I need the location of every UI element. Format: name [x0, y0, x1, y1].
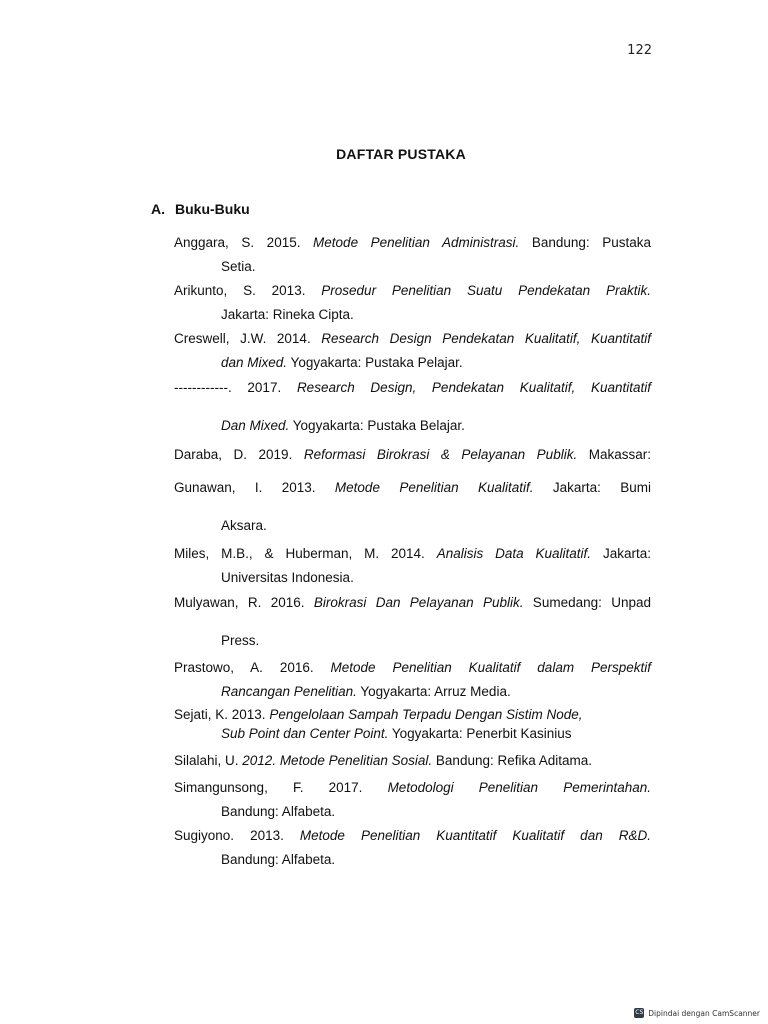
reference-entry: [174, 824, 651, 872]
reference-text: Yogyakarta: Penerbit Kasinius: [388, 726, 572, 741]
reference-entry: [174, 776, 651, 824]
section-label: Buku-Buku: [175, 201, 250, 217]
reference-title-text: Birokrasi Dan Pelayanan Publik.: [313, 595, 524, 610]
reference-line: [174, 514, 651, 538]
page-number: 122: [627, 43, 652, 58]
reference-title-text: Sub Point dan Center Point.: [221, 726, 389, 741]
reference-line: [174, 800, 651, 824]
reference-line: [174, 414, 651, 438]
reference-line: [174, 824, 651, 848]
reference-title-text: Metode Penelitian Administrasi.: [313, 235, 520, 250]
reference-line: [174, 542, 651, 566]
reference-title-text: Reformasi Birokrasi & Pelayanan Publik.: [303, 447, 578, 462]
reference-entry: [174, 656, 651, 704]
reference-line: [174, 255, 651, 279]
reference-title-text: 2012. Metode Penelitian Sosial.: [242, 753, 433, 768]
reference-line: [174, 327, 651, 351]
reference-entry: [174, 279, 651, 327]
reference-title-text: Metode Penelitian Kualitatif.: [334, 480, 534, 495]
reference-title-text: Research Design, Pendekatan Kualitatif, Kuantitatif: [296, 380, 652, 395]
reference-text: Miles, M.B., & Huberman, M. 2014.: [174, 546, 437, 561]
reference-line: [174, 279, 651, 303]
reference-line: [174, 776, 651, 800]
reference-title-text: dan Mixed.: [221, 355, 288, 370]
reference-text: Silalahi, U.: [174, 753, 243, 768]
reference-line: [174, 724, 651, 743]
reference-title-text: Metode Penelitian Kuantitatif Kualitatif dan R&D.: [299, 828, 651, 843]
reference-text: Jakarta: Bumi: [533, 480, 652, 495]
reference-text: Jakarta:: [591, 546, 651, 561]
reference-text: Daraba, D. 2019.: [174, 447, 304, 462]
scanner-watermark: [634, 1008, 760, 1018]
reference-line: [174, 351, 651, 375]
reference-text: Makassar:: [577, 447, 651, 462]
reference-title-text: Pengelolaan Sampah Terpadu Dengan Sistim Node,: [269, 707, 583, 722]
reference-text: Jakarta: Rineka Cipta.: [221, 307, 354, 322]
reference-text: Bandung: Alfabeta.: [221, 852, 336, 867]
reference-text: Sejati, K. 2013.: [174, 707, 270, 722]
reference-line: [174, 591, 651, 615]
scanner-text: Dipindai dengan CamScanner: [648, 1008, 760, 1018]
reference-text: Anggara, S. 2015.: [174, 235, 314, 250]
reference-entry: [174, 231, 651, 279]
reference-text: Press.: [221, 633, 260, 648]
reference-text: Gunawan, I. 2013.: [174, 480, 335, 495]
reference-text: Simangunsong, F. 2017.: [174, 780, 388, 795]
reference-text: Setia.: [221, 259, 256, 274]
reference-text: Arikunto, S. 2013.: [174, 283, 322, 298]
reference-line: [174, 848, 651, 872]
reference-line: [174, 656, 651, 680]
camscanner-icon: CS: [635, 1009, 644, 1016]
reference-text: Universitas Indonesia.: [221, 570, 354, 585]
reference-line: [174, 476, 651, 500]
reference-entry: [174, 376, 651, 438]
reference-text: Sugiyono. 2013.: [174, 828, 300, 843]
page-title: DAFTAR PUSTAKA: [336, 146, 466, 162]
reference-entry: [174, 327, 651, 375]
reference-line: [174, 443, 651, 467]
reference-line: [174, 376, 651, 400]
section-heading: [151, 201, 250, 217]
reference-entry: [174, 591, 651, 653]
reference-text: Creswell, J.W. 2014.: [174, 331, 322, 346]
reference-title-text: Metodologi Penelitian Pemerintahan.: [387, 780, 652, 795]
reference-line: [174, 749, 651, 773]
reference-text: ------------. 2017.: [174, 380, 297, 395]
reference-text: Bandung: Refika Aditama.: [432, 753, 593, 768]
reference-title-text: Rancangan Penelitian.: [221, 684, 357, 699]
reference-text: Bandung: Alfabeta.: [221, 804, 336, 819]
reference-text: Yogyakarta: Arruz Media.: [356, 684, 511, 699]
reference-entry: [174, 749, 651, 773]
reference-title-text: Dan Mixed.: [221, 418, 290, 433]
reference-entry: [174, 476, 651, 538]
reference-line: [174, 303, 651, 327]
reference-text: Bandung: Pustaka: [519, 235, 651, 250]
reference-text: Sumedang: Unpad: [523, 595, 651, 610]
reference-line: [174, 705, 651, 724]
reference-text: Aksara.: [221, 518, 267, 533]
reference-line: [174, 566, 651, 590]
reference-line: [174, 231, 651, 255]
reference-title-text: Analisis Data Kualitatif.: [436, 546, 592, 561]
reference-text: Mulyawan, R. 2016.: [174, 595, 314, 610]
reference-line: [174, 680, 651, 704]
reference-entry: [174, 443, 651, 467]
section-letter: A.: [151, 201, 165, 217]
reference-entry: [174, 705, 651, 743]
reference-entry: [174, 542, 651, 590]
reference-text: Prastowo, A. 2016.: [174, 660, 331, 675]
reference-line: [174, 629, 651, 653]
reference-text: Yogyakarta: Pustaka Belajar.: [289, 418, 465, 433]
reference-title-text: Prosedur Penelitian Suatu Pendekatan Praktik.: [321, 283, 651, 298]
reference-title-text: Research Design Pendekatan Kualitatif, Kuantitatif: [321, 331, 651, 346]
reference-title-text: Metode Penelitian Kualitatif dalam Perspektif: [330, 660, 651, 675]
reference-text: Yogyakarta: Pustaka Pelajar.: [287, 355, 463, 370]
